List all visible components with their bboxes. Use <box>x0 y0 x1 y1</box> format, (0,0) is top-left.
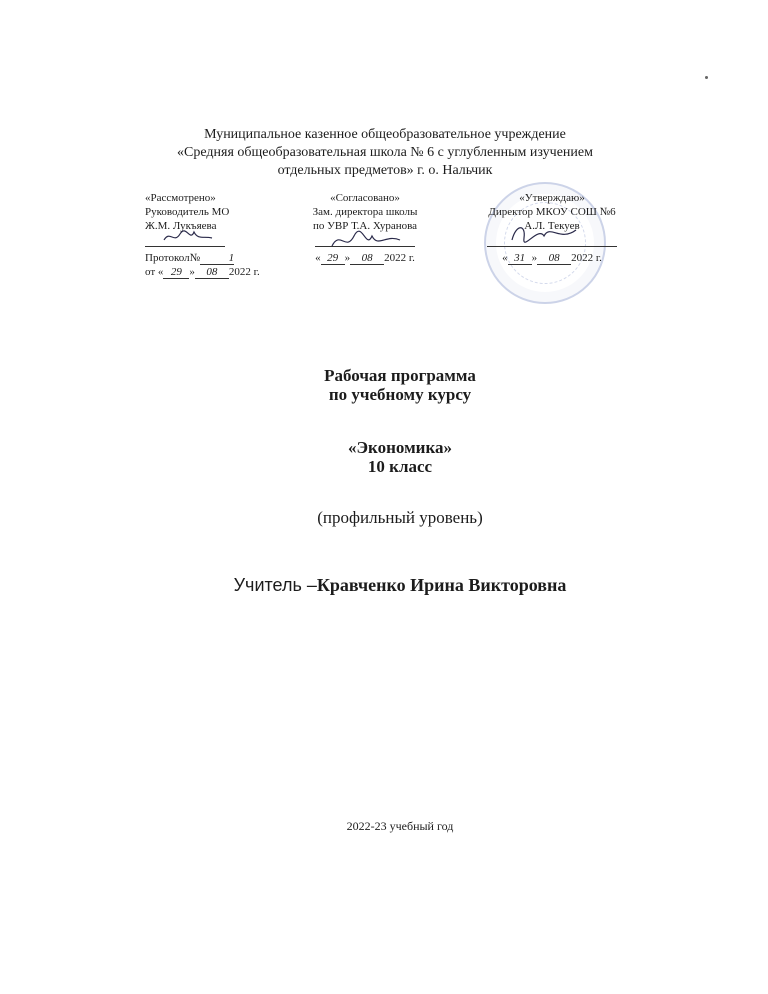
reviewed-day: 29 <box>163 265 189 279</box>
course-name: «Экономика» <box>348 438 452 457</box>
approved-signature <box>504 218 584 250</box>
agreed-month: 08 <box>350 251 384 265</box>
academic-year: 2022-23 учебный год <box>346 819 454 833</box>
agreed-title: «Согласовано» <box>330 192 400 204</box>
teacher-name: Кравченко Ирина Викторовна <box>316 575 567 595</box>
course-block <box>200 438 600 476</box>
teacher-label: Учитель – <box>233 575 317 595</box>
reviewed-month: 08 <box>195 265 229 279</box>
program-title <box>200 366 600 404</box>
approved-day: 31 <box>508 251 532 265</box>
approved-month: 08 <box>537 251 571 265</box>
header-line-2: «Средняя общеобразовательная школа № 6 с углубленным изучением <box>177 145 593 160</box>
school-header <box>140 126 630 180</box>
header-line-3: отдельных предметов» г. о. Нальчик <box>277 163 493 178</box>
grade: 10 класс <box>367 457 433 476</box>
teacher-line <box>120 575 680 596</box>
agreed-role: Зам. директора школы <box>312 206 418 218</box>
scan-speck <box>705 76 708 79</box>
program-title-line-2: по учебному курсу <box>328 385 472 404</box>
agreed-date: « 29 » 08 2022 г. <box>315 252 415 264</box>
approved-date: « 31 » 08 2022 г. <box>502 252 602 264</box>
reviewed-protocol <box>145 251 295 265</box>
course-level: (профильный уровень) <box>317 508 483 527</box>
reviewed-signature <box>160 226 220 248</box>
approved-title: «Утверждаю» <box>519 192 585 204</box>
approved-role: Директор МКОУ СОШ №6 <box>488 206 616 218</box>
program-title-line-1: Рабочая программа <box>324 366 476 385</box>
protocol-label: Протокол№ <box>145 252 201 264</box>
protocol-number: 1 <box>200 251 234 265</box>
agreed-day: 29 <box>321 251 345 265</box>
agreed-year: 2022 г. <box>384 252 415 264</box>
reviewed-year: 2022 г. <box>228 266 260 278</box>
reviewed-role: Руководитель МО <box>145 206 230 218</box>
reviewed-title: «Рассмотрено» <box>145 192 216 204</box>
agreed-name: по УВР Т.А. Хуранова <box>312 220 418 232</box>
approved-year: 2022 г. <box>571 252 602 264</box>
reviewed-date: от « 29 » 08 2022 г. <box>145 266 260 278</box>
header-line-1: Муниципальное казенное общеобразовательное учреждение <box>204 127 566 142</box>
approved-name: А.Л. Текуев <box>524 220 580 232</box>
reviewed-name: Ж.М. Лукъяева <box>145 220 217 232</box>
agreed-signature <box>326 226 406 256</box>
